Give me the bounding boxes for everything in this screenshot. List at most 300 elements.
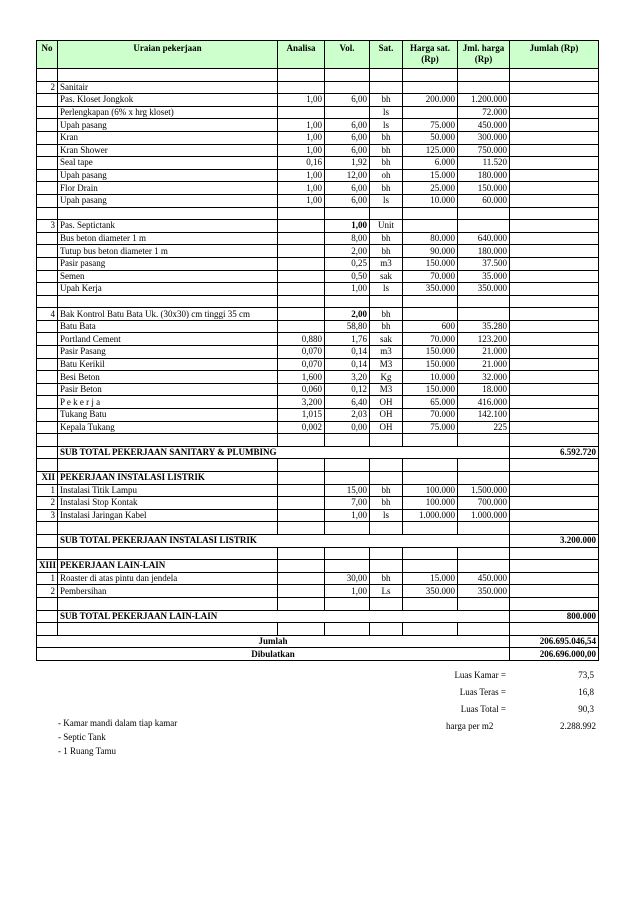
cell-no xyxy=(37,597,58,610)
cell-desc: Bak Kontrol Batu Bata Uk. (30x30) cm tinggi 35 cm xyxy=(58,308,278,321)
cell-analisa xyxy=(278,69,325,82)
blank-row xyxy=(37,434,599,447)
cell-harga xyxy=(403,547,458,560)
cell-harga-sat: 150.000 xyxy=(403,383,458,396)
table-row xyxy=(37,421,599,434)
cell-harga-sat: 75.000 xyxy=(403,119,458,132)
cell-no: 2 xyxy=(37,497,58,510)
cell-analisa xyxy=(278,232,325,245)
cell-jumlah xyxy=(510,169,599,182)
cell-jumlah xyxy=(510,144,599,157)
table-row xyxy=(37,270,599,283)
cell-harga-sat: 75.000 xyxy=(403,421,458,434)
table-body xyxy=(37,69,599,661)
cell-desc: Flor Drain xyxy=(58,182,278,195)
summary-label: Luas Kamar = xyxy=(454,669,506,680)
cell-desc xyxy=(58,207,278,220)
cell-harga-sat: 600 xyxy=(403,320,458,333)
cell-vol xyxy=(325,597,370,610)
cell-analisa xyxy=(278,220,325,233)
cell-desc: Pembersihan xyxy=(58,585,278,598)
cell-analisa xyxy=(278,320,325,333)
cell-vol: 6,00 xyxy=(325,131,370,144)
cell-harga-sat: 70.000 xyxy=(403,333,458,346)
cell-jml-harga xyxy=(458,308,510,321)
cell-jumlah xyxy=(510,131,599,144)
cell-harga-sat: 10.000 xyxy=(403,194,458,207)
cell-sat: bh xyxy=(370,497,403,510)
cell-desc: Upah pasang xyxy=(58,169,278,182)
cell-no xyxy=(37,522,58,535)
cell-analisa: 1,600 xyxy=(278,371,325,384)
cell-jumlah xyxy=(510,333,599,346)
cell-no xyxy=(37,459,58,472)
table-row xyxy=(37,283,599,296)
cell-sat: ls xyxy=(370,194,403,207)
subtotal-value: 3.200.000 xyxy=(510,534,599,547)
cell-jumlah xyxy=(510,547,599,560)
cell-harga xyxy=(403,623,458,636)
cell-analisa xyxy=(278,560,325,573)
cell-sat: sak xyxy=(370,333,403,346)
cell-sat xyxy=(370,597,403,610)
section-title: PEKERJAAN INSTALASI LISTRIK xyxy=(58,472,278,485)
subtotal-row xyxy=(37,446,599,459)
cell-sat: ls xyxy=(370,283,403,296)
cell-harga-sat: 6.000 xyxy=(403,157,458,170)
cell-jml-harga: 180.000 xyxy=(458,169,510,182)
cell-jml xyxy=(458,459,510,472)
cell-analisa: 0,16 xyxy=(278,157,325,170)
cell-jumlah xyxy=(510,459,599,472)
cell-analisa: 0,070 xyxy=(278,358,325,371)
cell-sat xyxy=(370,295,403,308)
cell-jumlah xyxy=(510,572,599,585)
cell-sat: OH xyxy=(370,409,403,422)
cell-jumlah xyxy=(510,346,599,359)
cell-vol xyxy=(325,295,370,308)
cell-harga-sat xyxy=(403,106,458,119)
table-row xyxy=(37,232,599,245)
cell-desc: Instalasi Titik Lampu xyxy=(58,484,278,497)
cell-analisa xyxy=(278,207,325,220)
summary-row xyxy=(438,717,596,734)
table-row xyxy=(37,383,599,396)
cell-jml xyxy=(458,522,510,535)
section-row xyxy=(37,560,599,573)
table-row xyxy=(37,346,599,359)
cell-jml-harga: 450.000 xyxy=(458,572,510,585)
header-harga-sat: Harga sat. (Rp) xyxy=(403,41,458,69)
blank-row xyxy=(37,69,599,82)
cell-analisa xyxy=(278,547,325,560)
cell-analisa xyxy=(278,434,325,447)
cell-desc: Upah pasang xyxy=(58,119,278,132)
cell-vol: 0,50 xyxy=(325,270,370,283)
cell-sat: Ls xyxy=(370,585,403,598)
cell-jml-harga: 11.520 xyxy=(458,157,510,170)
cell-no xyxy=(37,358,58,371)
cell-jumlah xyxy=(510,560,599,573)
summary-value: 2.288.992 xyxy=(560,720,596,731)
cell-desc xyxy=(58,434,278,447)
cell-vol: 1,00 xyxy=(325,509,370,522)
cell-harga-sat xyxy=(403,220,458,233)
cell-sat xyxy=(370,207,403,220)
cell-no xyxy=(37,94,58,107)
cell-jumlah xyxy=(510,396,599,409)
table-row xyxy=(37,169,599,182)
table-row xyxy=(37,509,599,522)
cell-jml xyxy=(458,295,510,308)
cell-vol xyxy=(325,459,370,472)
cell-no xyxy=(37,396,58,409)
blank-row xyxy=(37,459,599,472)
cell-no xyxy=(37,144,58,157)
summary-row xyxy=(438,666,596,683)
cell-harga-sat: 100.000 xyxy=(403,484,458,497)
cell-no xyxy=(37,346,58,359)
cell-analisa xyxy=(278,295,325,308)
cell-analisa: 1,00 xyxy=(278,131,325,144)
cell-jumlah xyxy=(510,358,599,371)
cell-jumlah xyxy=(510,119,599,132)
cell-sat: M3 xyxy=(370,383,403,396)
table-row xyxy=(37,157,599,170)
cell-vol: 2,03 xyxy=(325,409,370,422)
cell-jumlah xyxy=(510,220,599,233)
cell-jml xyxy=(458,547,510,560)
cell-harga-sat: 150.000 xyxy=(403,257,458,270)
cell-analisa xyxy=(278,585,325,598)
cell-vol xyxy=(325,522,370,535)
cell-sat: Kg xyxy=(370,371,403,384)
cell-vol: 6,00 xyxy=(325,144,370,157)
cell-sat: bh xyxy=(370,94,403,107)
cell-analisa: 1,00 xyxy=(278,194,325,207)
cell-jml-harga: 32.000 xyxy=(458,371,510,384)
cell-harga-sat: 70.000 xyxy=(403,270,458,283)
cost-estimate-table xyxy=(36,40,599,661)
cell-jml-harga: 350.000 xyxy=(458,585,510,598)
cell-analisa: 1,00 xyxy=(278,169,325,182)
cell-sat xyxy=(370,547,403,560)
cell-harga-sat: 25.000 xyxy=(403,182,458,195)
cell-no xyxy=(37,547,58,560)
cell-vol xyxy=(325,434,370,447)
cell-sat: bh xyxy=(370,157,403,170)
cell-vol: 6,00 xyxy=(325,182,370,195)
cell-desc xyxy=(58,522,278,535)
cell-harga xyxy=(403,522,458,535)
cell-sat: OH xyxy=(370,421,403,434)
cell-analisa xyxy=(278,308,325,321)
cell-no xyxy=(37,106,58,119)
cell-sat xyxy=(370,459,403,472)
cell-no: 3 xyxy=(37,220,58,233)
cell-desc: Kran xyxy=(58,131,278,144)
blank-row xyxy=(37,522,599,535)
cell-vol: 6,00 xyxy=(325,119,370,132)
cell-jumlah xyxy=(510,597,599,610)
cell-no xyxy=(37,257,58,270)
summary-value: 90,3 xyxy=(578,703,594,714)
cell-jumlah xyxy=(510,257,599,270)
cell-no xyxy=(37,69,58,82)
cell-jml-harga: 700.000 xyxy=(458,497,510,510)
cell-sat: bh xyxy=(370,572,403,585)
subtotal-row xyxy=(37,534,599,547)
cell-analisa: 1,00 xyxy=(278,182,325,195)
cell-desc: Seal tape xyxy=(58,157,278,170)
cell-jumlah xyxy=(510,81,599,94)
subtotal-value: 800.000 xyxy=(510,610,599,623)
cell-harga-sat: 90.000 xyxy=(403,245,458,258)
cell-sat: bh xyxy=(370,182,403,195)
cell-desc: Portland Cement xyxy=(58,333,278,346)
cell-desc: Batu Bata xyxy=(58,320,278,333)
header-sat: Sat. xyxy=(370,41,403,69)
cell-no xyxy=(37,421,58,434)
cell-vol: 0,00 xyxy=(325,421,370,434)
cell-harga-sat: 70.000 xyxy=(403,409,458,422)
cell-jml xyxy=(458,472,510,485)
cell-jml-harga: 1.500.000 xyxy=(458,484,510,497)
cell-sat xyxy=(370,69,403,82)
cell-jml-harga: 123.200 xyxy=(458,333,510,346)
cell-vol: 30,00 xyxy=(325,572,370,585)
cell-no xyxy=(37,409,58,422)
cell-vol xyxy=(325,472,370,485)
cell-harga xyxy=(403,472,458,485)
cell-analisa: 0,070 xyxy=(278,346,325,359)
summary-label: Luas Total = xyxy=(460,703,506,714)
cell-jumlah xyxy=(510,509,599,522)
cell-vol: 2,00 xyxy=(325,308,370,321)
cell-analisa: 3,200 xyxy=(278,396,325,409)
cell-no xyxy=(37,270,58,283)
cell-jml xyxy=(458,434,510,447)
cell-vol xyxy=(325,106,370,119)
cell-vol: 6,00 xyxy=(325,194,370,207)
cell-vol: 15,00 xyxy=(325,484,370,497)
table-row xyxy=(37,409,599,422)
table-header-row xyxy=(37,41,599,69)
cell-jml xyxy=(458,207,510,220)
cell-sat: Unit xyxy=(370,220,403,233)
cell-no: 2 xyxy=(37,585,58,598)
cell-no xyxy=(37,434,58,447)
cell-vol xyxy=(325,81,370,94)
cell-harga xyxy=(403,434,458,447)
header-uraian: Uraian pekerjaan xyxy=(58,41,278,69)
cell-jml-harga: 350.000 xyxy=(458,283,510,296)
table-row xyxy=(37,308,599,321)
table-row xyxy=(37,371,599,384)
cell-analisa xyxy=(278,623,325,636)
table-row xyxy=(37,106,599,119)
notes-list xyxy=(58,716,177,758)
cell-jumlah xyxy=(510,522,599,535)
cell-vol xyxy=(325,547,370,560)
cell-jumlah xyxy=(510,69,599,82)
cell-analisa xyxy=(278,597,325,610)
table-row xyxy=(37,585,599,598)
cell-jml-harga: 1.000.000 xyxy=(458,509,510,522)
cell-vol: 1,00 xyxy=(325,283,370,296)
cell-harga xyxy=(403,459,458,472)
cell-analisa xyxy=(278,245,325,258)
cell-vol: 0,14 xyxy=(325,346,370,359)
cell-no xyxy=(37,232,58,245)
cell-analisa xyxy=(278,270,325,283)
cell-sat: bh xyxy=(370,484,403,497)
cell-no xyxy=(37,182,58,195)
cell-sat: bh xyxy=(370,320,403,333)
subtotal-row xyxy=(37,610,599,623)
cell-sat xyxy=(370,434,403,447)
cell-desc: Kran Shower xyxy=(58,144,278,157)
table-row xyxy=(37,497,599,510)
summary-value: 16,8 xyxy=(578,686,594,697)
cell-no xyxy=(37,207,58,220)
cell-harga xyxy=(403,69,458,82)
cell-vol: 7,00 xyxy=(325,497,370,510)
cell-jml-harga: 21.000 xyxy=(458,358,510,371)
cell-vol: 1,00 xyxy=(325,585,370,598)
cell-desc: Tutup bus beton diameter 1 m xyxy=(58,245,278,258)
subtotal-label: SUB TOTAL PEKERJAAN INSTALASI LISTRIK xyxy=(58,534,510,547)
subtotal-value: 6.592.720 xyxy=(510,446,599,459)
cell-sat: bh xyxy=(370,245,403,258)
cell-jumlah xyxy=(510,157,599,170)
summary-row xyxy=(438,700,596,717)
note-item: - 1 Ruang Tamu xyxy=(58,746,116,756)
cell-no xyxy=(37,119,58,132)
cell-jumlah xyxy=(510,232,599,245)
cell-jumlah xyxy=(510,472,599,485)
cell-no xyxy=(37,283,58,296)
cell-no xyxy=(37,333,58,346)
cell-jml-harga: 21.000 xyxy=(458,346,510,359)
header-jumlah: Jumlah (Rp) xyxy=(510,41,599,69)
cell-sat xyxy=(370,81,403,94)
cell-no xyxy=(37,157,58,170)
cell-jml-harga: 142.100 xyxy=(458,409,510,422)
cell-desc: Pas. Kloset Jongkok xyxy=(58,94,278,107)
cell-harga xyxy=(403,560,458,573)
cell-jumlah xyxy=(510,106,599,119)
summary-value: 73,5 xyxy=(578,669,594,680)
cell-jml-harga: 60.000 xyxy=(458,194,510,207)
cell-harga xyxy=(403,597,458,610)
cell-desc xyxy=(58,459,278,472)
cell-harga-sat: 50.000 xyxy=(403,131,458,144)
cell-desc: Roaster di atas pintu dan jendela xyxy=(58,572,278,585)
cell-desc: Kepala Tukang xyxy=(58,421,278,434)
cell-harga-sat: 125.000 xyxy=(403,144,458,157)
cell-sat: ls xyxy=(370,509,403,522)
cell-no xyxy=(37,383,58,396)
cell-jumlah xyxy=(510,421,599,434)
total-value: 206.695.046,54 xyxy=(510,635,599,648)
cell-desc: Perlengkapan (6% x hrg kloset) xyxy=(58,106,278,119)
cell-no: 1 xyxy=(37,484,58,497)
cell-desc xyxy=(58,69,278,82)
cell-sat: oh xyxy=(370,169,403,182)
table-row xyxy=(37,358,599,371)
cell-analisa: 0,060 xyxy=(278,383,325,396)
cell-no xyxy=(37,131,58,144)
cell-jumlah xyxy=(510,207,599,220)
cell-analisa: 1,00 xyxy=(278,94,325,107)
cell-analisa: 1,00 xyxy=(278,119,325,132)
cell-harga-sat: 350.000 xyxy=(403,585,458,598)
cell-no: XII xyxy=(37,472,58,485)
cell-vol: 0,14 xyxy=(325,358,370,371)
cell-vol xyxy=(325,69,370,82)
cell-jumlah xyxy=(510,283,599,296)
blank-row xyxy=(37,597,599,610)
cell-desc: Bus beton diameter 1 m xyxy=(58,232,278,245)
table-row xyxy=(37,194,599,207)
blank-row xyxy=(37,623,599,636)
cell-harga xyxy=(403,295,458,308)
cell-analisa: 1,00 xyxy=(278,144,325,157)
cell-vol: 12,00 xyxy=(325,169,370,182)
summary-label: harga per m2 xyxy=(446,720,494,731)
table-row xyxy=(37,220,599,233)
table-row xyxy=(37,572,599,585)
cell-no: 1 xyxy=(37,572,58,585)
cell-sat: M3 xyxy=(370,358,403,371)
cell-sat: bh xyxy=(370,144,403,157)
cell-jml-harga: 72.000 xyxy=(458,106,510,119)
cell-vol: 8,00 xyxy=(325,232,370,245)
table-row xyxy=(37,333,599,346)
header-analisa: Analisa xyxy=(278,41,325,69)
total-label: Jumlah xyxy=(37,635,510,648)
cell-desc xyxy=(58,623,278,636)
cell-desc xyxy=(58,295,278,308)
cell-sat: bh xyxy=(370,131,403,144)
blank-row xyxy=(37,207,599,220)
cell-vol xyxy=(325,560,370,573)
cell-jml-harga: 180.000 xyxy=(458,245,510,258)
cell-no xyxy=(37,194,58,207)
cell-sat: sak xyxy=(370,270,403,283)
cell-harga-sat xyxy=(403,81,458,94)
cell-vol xyxy=(325,207,370,220)
cell-jml-harga: 37.500 xyxy=(458,257,510,270)
cell-jumlah xyxy=(510,371,599,384)
cell-jumlah xyxy=(510,409,599,422)
cell-desc xyxy=(58,597,278,610)
cell-vol: 0,25 xyxy=(325,257,370,270)
table-row xyxy=(37,81,599,94)
cell-harga-sat: 150.000 xyxy=(403,346,458,359)
cell-no xyxy=(37,245,58,258)
cell-jumlah xyxy=(510,623,599,636)
cell-jumlah xyxy=(510,245,599,258)
cell-sat: m3 xyxy=(370,346,403,359)
cell-jml xyxy=(458,623,510,636)
cell-harga-sat: 15.000 xyxy=(403,572,458,585)
cell-jml-harga: 300.000 xyxy=(458,131,510,144)
table-row xyxy=(37,257,599,270)
total-row xyxy=(37,635,599,648)
cell-jml-harga: 640.000 xyxy=(458,232,510,245)
